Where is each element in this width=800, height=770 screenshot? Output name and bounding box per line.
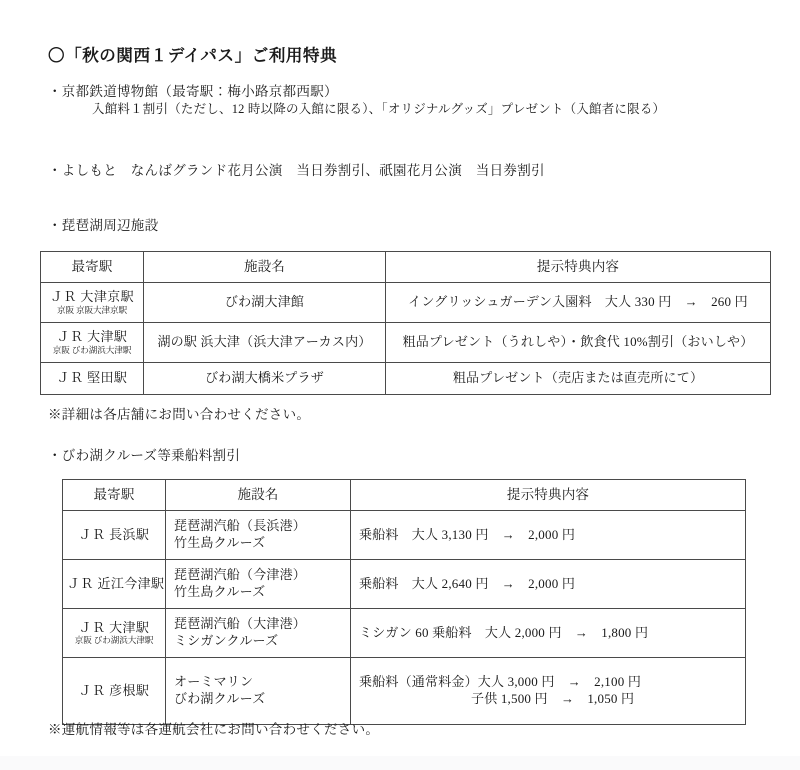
bullet-biwako-cruise: ・びわ湖クルーズ等乗船料割引 xyxy=(48,448,241,463)
station-name-main: ＪＲ 長浜駅 xyxy=(78,526,150,542)
station-name-sub: 京阪 びわ湖浜大津駅 xyxy=(52,344,132,355)
page-bottom-edge xyxy=(0,756,800,770)
bullet-yoshimoto: ・よしもと なんばグランド花月公演 当日券割引、祇園花月公演 当日券割引 xyxy=(48,163,545,178)
cell-facility xyxy=(166,658,351,725)
facility-line-1: 琵琶湖汽船（今津港） xyxy=(174,567,307,583)
cell-facility xyxy=(166,560,351,609)
cell-station xyxy=(63,560,166,609)
table-row xyxy=(63,609,746,658)
cell-station xyxy=(63,658,166,725)
note-contact-shops: ※詳細は各店舗にお問い合わせください。 xyxy=(48,407,311,422)
page-title: 〇「秋の関西１デイパス」ご利用特典 xyxy=(48,46,338,66)
cell-facility xyxy=(166,609,351,658)
benefit-line-1: 乗船料 大人 2,640 円 → 2,000 円 xyxy=(359,575,576,591)
cell-station xyxy=(63,609,166,658)
column-header-benefit: 提示特典内容 xyxy=(386,252,771,283)
station-name-sub: 京阪 びわ湖浜大津駅 xyxy=(74,635,154,646)
benefit-line-1: 乗船料 大人 3,130 円 → 2,000 円 xyxy=(359,526,576,542)
note-contact-operators: ※運航情報等は各運航会社にお問い合わせください。 xyxy=(48,722,380,737)
cell-benefit: イングリッシュガーデン入園料 大人 330 円 → 260 円 xyxy=(386,283,771,323)
facility-line-2: 竹生島クルーズ xyxy=(174,584,266,599)
facility-line-2: ミシガンクルーズ xyxy=(174,633,279,648)
detail-kyoto-railway-museum: 入館料１割引（ただし、12 時以降の入館に限る）、「オリジナルグッズ」プレゼント（入館者に限る） xyxy=(92,102,666,116)
column-header-facility: 施設名 xyxy=(166,480,351,511)
column-header-station: 最寄駅 xyxy=(41,252,144,283)
column-header-benefit: 提示特典内容 xyxy=(351,480,746,511)
table-row xyxy=(41,283,771,323)
table-row xyxy=(41,363,771,395)
column-header-facility: 施設名 xyxy=(144,252,386,283)
table-row xyxy=(63,511,746,560)
station-name-main: ＪＲ 近江今津駅 xyxy=(67,575,165,591)
bullet-biwako-facilities: ・琵琶湖周辺施設 xyxy=(48,218,159,233)
cell-benefit xyxy=(351,658,746,725)
benefit-line-2: 子供 1,500 円 → 1,050 円 xyxy=(471,691,635,706)
cruise-fare-table xyxy=(62,479,746,725)
cell-station xyxy=(63,511,166,560)
cell-station xyxy=(41,363,144,395)
cell-benefit: 粗品プレゼント（売店または直売所にて） xyxy=(386,363,771,395)
facilities-table xyxy=(40,251,771,395)
cell-facility: びわ湖大津館 xyxy=(144,283,386,323)
cell-benefit: 粗品プレゼント（うれしや）・飲食代 10%割引（おいしや） xyxy=(386,323,771,363)
table-header-row xyxy=(41,252,771,283)
cell-station xyxy=(41,283,144,323)
bullet-kyoto-railway-museum: ・京都鉄道博物館（最寄駅：梅小路京都西駅） xyxy=(48,84,338,99)
station-name-main: ＪＲ 堅田駅 xyxy=(56,370,128,386)
table-row xyxy=(41,323,771,363)
station-name-sub: 京阪 京阪大津京駅 xyxy=(57,304,127,315)
table-row xyxy=(63,560,746,609)
cell-facility: 湖の駅 浜大津（浜大津アーカス内） xyxy=(144,323,386,363)
facility-line-1: 琵琶湖汽船（大津港） xyxy=(174,616,307,632)
station-name-main: ＪＲ 彦根駅 xyxy=(78,682,150,698)
facility-line-1: オーミマリン xyxy=(174,674,254,690)
cell-benefit xyxy=(351,511,746,560)
benefit-line-1: 乗船料（通常料金）大人 3,000 円 → 2,100 円 xyxy=(359,674,642,690)
cell-benefit xyxy=(351,609,746,658)
cell-facility xyxy=(166,511,351,560)
table-header-row xyxy=(63,480,746,511)
station-name-main: ＪＲ 大津駅 xyxy=(56,329,128,345)
column-header-station: 最寄駅 xyxy=(63,480,166,511)
station-name-main: ＪＲ 大津駅 xyxy=(78,619,150,635)
cell-facility: びわ湖大橋米プラザ xyxy=(144,363,386,395)
table-row xyxy=(63,658,746,725)
cell-station xyxy=(41,323,144,363)
facility-line-2: 竹生島クルーズ xyxy=(174,535,266,550)
benefit-line-1: ミシガン 60 乗船料 大人 2,000 円 → 1,800 円 xyxy=(359,624,649,640)
station-name-main: ＪＲ 大津京駅 xyxy=(49,289,135,305)
cell-benefit xyxy=(351,560,746,609)
facility-line-1: 琵琶湖汽船（長浜港） xyxy=(174,518,307,534)
facility-line-2: びわ湖クルーズ xyxy=(174,691,266,706)
